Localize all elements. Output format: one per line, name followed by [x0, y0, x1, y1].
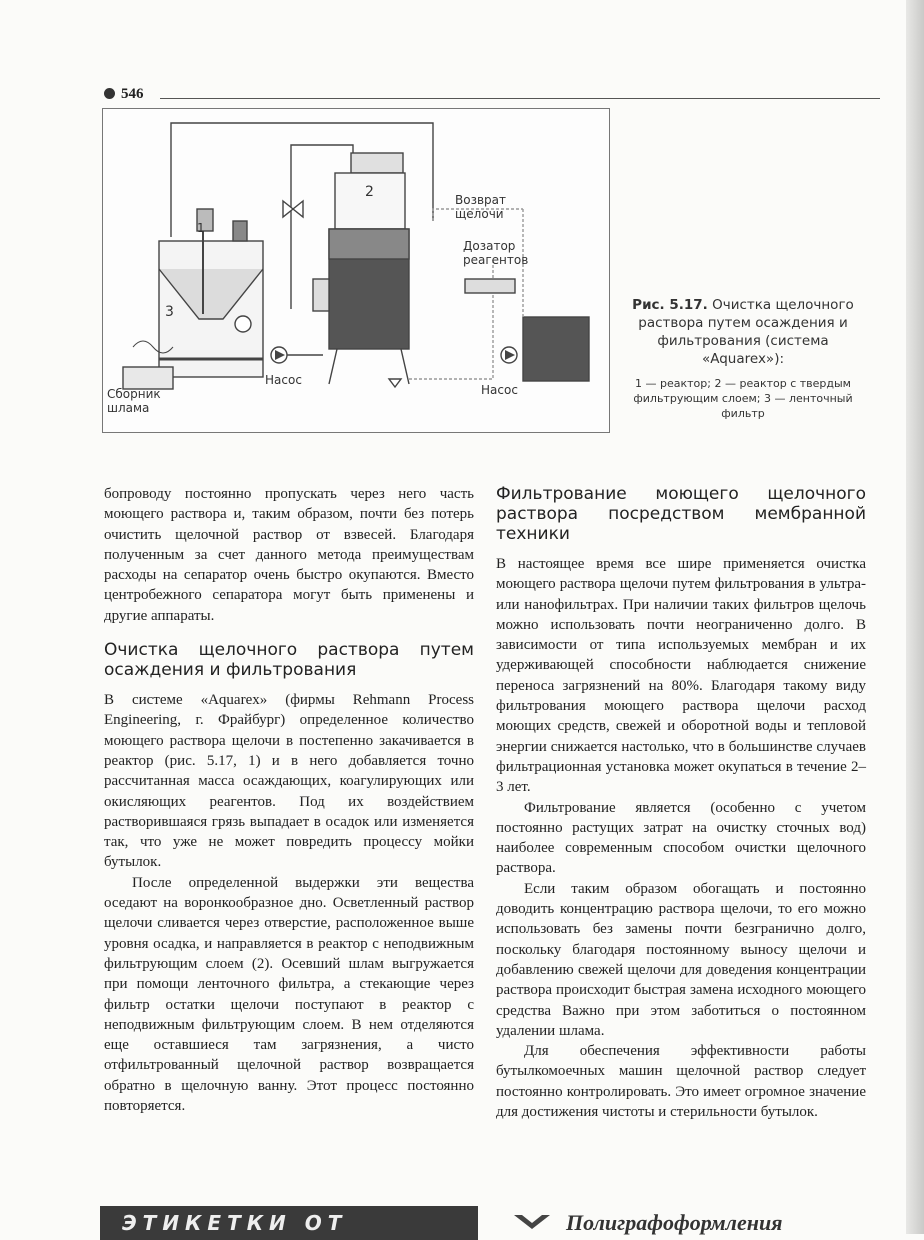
- header-rule: [160, 98, 880, 99]
- paragraph: В настоящее время все шире применяется очистка моющего раствора щелочи путем фильтрования в ультра- или нанофильтрах. При наличии таких фильтров щелочь можно использовать почти неограниченно долго. В зависимости от типа используемых мембран и их удерживающей способности наблюдается снижение переноса загрязнений на 80%. Благодаря такому виду фильтрования моющего раствора щелочи расход моющих средств, свежей и оборотной воды и тепловой энергии снижается настолько, что в большинстве случаев фильтрационная установка может окупаться в течение 2–3 лет.: [496, 556, 866, 796]
- process-schematic: [103, 109, 609, 432]
- reactor-2-top: [335, 173, 405, 229]
- page-bullet-icon: [104, 88, 115, 99]
- ribbon-logo-icon: [512, 1211, 552, 1239]
- dosing-unit: [465, 279, 515, 293]
- paragraph: Для обеспечения эффективности работы бутылкомоечных машин щелочной раствор следует постоянно контролировать. Это имеет огромное значение для достижения чистоты и стерильности бутылок.: [496, 1043, 866, 1121]
- book-spine-shadow: [906, 0, 924, 1234]
- paragraph: бопроводу постоянно пропускать через него часть моющего раствора и, таким образом, почти без потерь очистить щелочной раствор от взвесей. Благодаря полученным за счет данного метода преимуществам расходы на сепаратор очень быстро окупаются. Вместо центробежного сепаратора могут быть применены и другие аппараты.: [104, 486, 474, 624]
- alkali-tank: [523, 317, 589, 381]
- right-column: [496, 484, 866, 1122]
- paragraph: В системе «Aquarex» (фирмы Rehmann Process Engineering, г. Фрайбург) определенное количество моющего раствора щелочи в постепенно закачивается в реактор (рис. 5.17, 1) и в него добавляется точно рассчитанная масса осаждающих, коагулирующих или окисляющих реагентов. Под их воздействием растворившаяся грязь выпадает в осадок или изменяется так, что уже не может повредить процессу мойки бутылок.: [104, 692, 474, 871]
- caption-legend: 1 — реактор; 2 — реактор с твердым фильтрующим слоем; 3 — ленточный фильтр: [633, 377, 853, 420]
- paragraph: После определенной выдержки эти вещества оседают на воронкообразное дно. Осветленный раствор щелочи сливается через отверстие, расположенное выше уровня осадка, и направляется в реактор с неподвижным фильтрующим слоем (2). Осевший шлам выгружается при помощи ленточного фильтра, а стекающие через фильтр остатки щелочи поступают в реактор с неподвижным фильтрующим слоем. В нем отделяются еще оставшиеся там загрязнения, а чисто отфильтрованный щелочной раствор возвращается обратно в щелочную ванну. Этот процесс постоянно повторяется.: [104, 874, 474, 1115]
- ad-banner-right: [512, 1210, 912, 1240]
- label-sludge-collector: Сборник шлама: [107, 387, 161, 415]
- section-heading: Очистка щелочного раствора путем осаждения и фильтрования: [104, 640, 474, 681]
- paragraph: Фильтрование является (особенно с учетом постоянно растущих затрат на очистку сточных вод) наиболее современным способом очистки щелочного раствора.: [496, 799, 866, 877]
- paragraph: Если таким образом обогащать и постоянно доводить концентрацию раствора щелочи, то его можно использовать без замены почти безгранично долго, поскольку благодаря постоянному выносу щелочи и добавлению свежей щелочи для доведения концентрации раствора происходит быстрая замена исходного моющего средства Важно при этом заботиться о постоянном удалении шлама.: [496, 880, 866, 1039]
- label-reagent-dosing: Дозатор реагентов: [463, 239, 529, 267]
- page-number: 546: [104, 86, 144, 103]
- left-column: [104, 484, 474, 1116]
- label-reactor-2: 2: [365, 184, 374, 200]
- label-pump-right: Насос: [481, 383, 518, 397]
- sludge-collector: [123, 367, 173, 389]
- figure-caption: [620, 296, 866, 421]
- label-reactor-1: 1: [197, 221, 205, 235]
- caption-title: Очистка щелочного раствора путем осаждения и фильтрования (система «Aquarex»):: [638, 297, 854, 367]
- ad-banner-right-text: Полиграфоформления: [566, 1210, 783, 1235]
- label-pump-left: Насос: [265, 373, 302, 387]
- label-alkali-return: Возврат щелочи: [455, 193, 506, 221]
- section-heading: Фильтрование моющего щелочного раствора посредством мембранной техники: [496, 484, 866, 544]
- ad-banner-left: ЭТИКЕТКИ ОТ: [100, 1206, 478, 1240]
- label-belt-filter-3: 3: [165, 304, 174, 320]
- figure-diagram: [102, 108, 610, 433]
- caption-number: Рис. 5.17.: [632, 297, 708, 313]
